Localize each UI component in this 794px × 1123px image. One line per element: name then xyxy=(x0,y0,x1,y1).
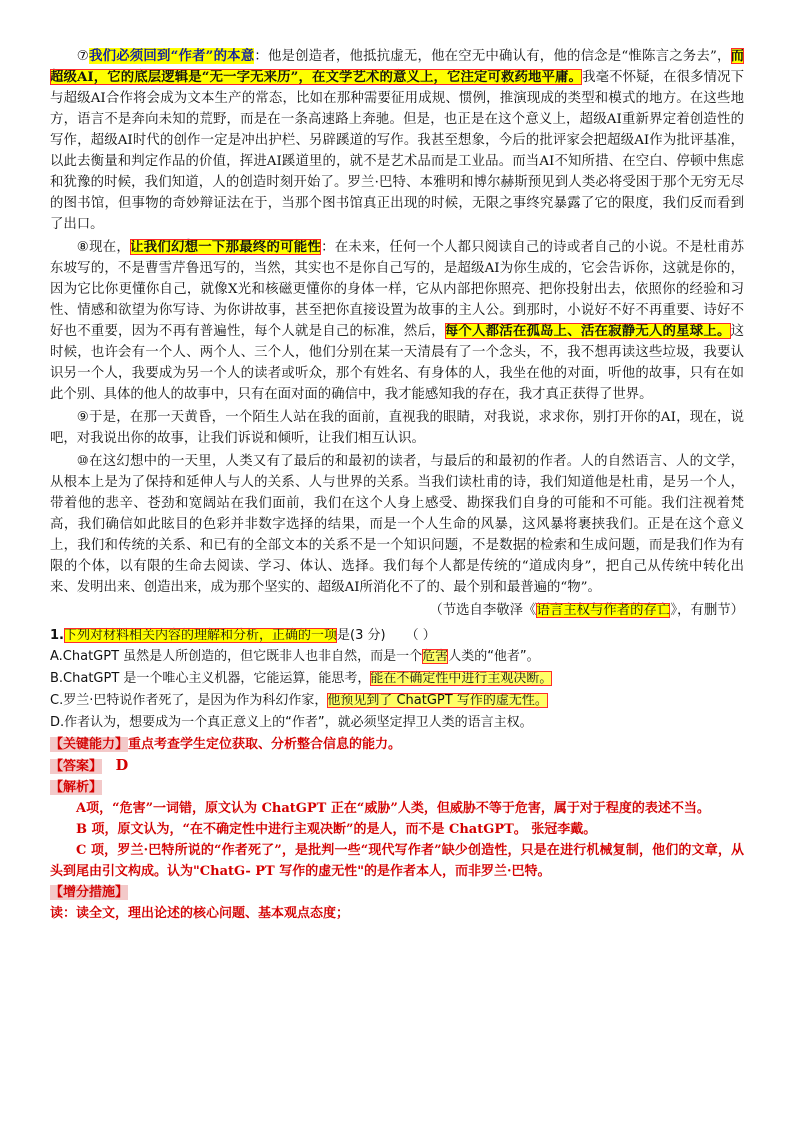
option-c: C.罗兰·巴特说作者死了，是因为作为科幻作家，他预见到了 ChatGPT 写作的虚无性。 xyxy=(50,693,548,708)
question-stem: 1.下列对材料相关内容的理解和分析，正确的一项是(3 分) （ ） xyxy=(50,625,744,646)
explanation-tag: 【解析】 xyxy=(50,780,103,795)
paragraph-9 xyxy=(50,407,744,449)
question-stem-highlight: 下列对材料相关内容的理解和分析，正确的一项 xyxy=(63,628,337,643)
paragraph-marker: ⑨ xyxy=(76,410,90,425)
explanation-c: C 项，罗兰·巴特所说的“作者死了”，是批判一些“现代写作者”缺少创造性，只是在进行机械复制，他们的文章，从头到尾由引文构成。认为"ChatG- PT 写作的虚无性"的是作者本人，而非罗兰·巴特。 xyxy=(50,843,744,879)
paragraph-8 xyxy=(50,237,744,405)
option-d: D.作者认为，想要成为一个真正意义上的“作者”，就必须坚定捍卫人类的语言主权。 xyxy=(50,715,533,730)
key-ability: 【关键能力】重点考查学生定位获取、分析整合信息的能力。 xyxy=(50,737,402,752)
tips-tag: 【增分措施】 xyxy=(50,885,129,900)
document-page xyxy=(50,46,744,924)
answer xyxy=(50,755,744,777)
explanation-b: B 项，原文认为，“在不确定性中进行主观决断”的是人，而不是 ChatGPT。 张冠李戴。 xyxy=(76,822,597,837)
highlight-phrase: 我们必须回到“作者”的本意 xyxy=(89,48,255,64)
paragraph-7 xyxy=(50,46,744,235)
paragraph-text: 我毫不怀疑，在很多情况下与超级AI合作将会成为文本生产的常态，比如在那种需要征用成规、惯例，推演现成的类型和模式的地方。在这些地方，语言不是奔向未知的荒野，而是在一条高速路上奔驰。但是，也正是在这个意义上，超级AI重新界定着创造性的写作，超级AI时代的创作一定是冲出护栏、另辟蹊道的写作。我甚至想象，今后的批评家会把超级AI作为批评基准，以此去衡量和判定作品的价值，挥进AI蹊道里的，就不是艺术品而是工业品。而当AI不知所措、在空白、停顿中焦虑和犹豫的时候，我们知道，人的创造时刻开始了。罗兰·巴特、本雅明和博尔赫斯预见到人类必将受困于那个无穷无尽的图书馆，但事物的奇妙辩证法在于，当那个图书馆真正出现的时候，无限之事终究暴露了它的限度，我们反而看到了出口。 xyxy=(50,70,744,232)
option-c-highlight: 他预见到了 ChatGPT 写作的虚无性。 xyxy=(327,693,548,708)
tips-text: 读：读全文，理出论述的核心问题、基本观点态度； xyxy=(50,906,350,921)
answer-value: D xyxy=(115,757,129,774)
paragraph-marker: ⑧ xyxy=(76,240,90,255)
paragraph-text: 现在， xyxy=(89,240,131,255)
paragraph-10 xyxy=(50,451,744,598)
tips-heading xyxy=(50,882,744,903)
answer-tag: 【答案】 xyxy=(50,759,103,774)
highlight-sentence: 每个人都活在孤岛上、活在寂静无人的星球上。 xyxy=(444,323,731,339)
paragraph-text: 这时候，也许会有一个人、两个人、三个人，他们分别在某一天清晨有了一个念头，不，我不想再读这些垃圾，我要认识另一个人，我要成为另一个人的读者或听众，那个有姓名、有身体的人，我坐在他的对面，听他的故事，只有在如此个别、具体的他人的故事中，只有在面对面的确信中，我才能感知我的存在，我才真正获得了世界。 xyxy=(50,324,745,402)
highlight-sentence: 而超级AI，它的底层逻辑是“无一字无来历”，在文学艺术的意义上，它注定可救药地平庸。 xyxy=(50,48,744,85)
paragraph-text: ：在未来，任何一个人都只阅读自己的诗或者自己的小说。不是杜甫苏东坡写的，不是曹雪芹鲁迅写的，当然，其实也不是你自己写的，是超级AI为你生成的，它会告诉你，这就是你的，因为它比你更懂你自己，就像X光和核磁更懂你的身体一样，它从内部把你照亮、把你投射出去，依照你的经验和习性、情感和欲望为你写诗、为你讲故事，甚至把你直接设置为故事的主人公。到那时，小说好不好不再重要、诗好不好也不重要，因为不再有普遍性，每个人就是自己的标准，然后， xyxy=(50,240,745,339)
highlight-phrase: 让我们幻想一下那最终的可能性 xyxy=(130,239,322,255)
explanation-a: A项，“危害”一词错，原文认为 ChatGPT 正在“威胁”人类，但威胁不等于危害，属于对于程度的表述不当。 xyxy=(76,801,710,816)
source-citation: （节选自李敬泽《语言主权与作者的存亡》，有删节） xyxy=(429,603,744,618)
paragraph-marker: ⑩ xyxy=(76,454,90,469)
paragraph-text: 在这幻想中的一天里，人类又有了最后的和最初的读者，与最后的和最初的作者。人的自然语言、人的文学，从根本上是为了保持和延伸人与人的关系、人与世界的关系。当我们读杜甫的诗，我们知道他是杜甫，是另一个人，带着他的悲辛、苍劲和宽阔站在我们面前，我们在这个人身上感受、勘探我们自身的可能和不可能。我们注视着梵高，我们确信如此眩目的色彩并非数字选择的结果，而是一个人生命的风暴，这风暴将裹挟我们。正是在这个意义上，我们和传统的关系、和已有的全部文本的关系不是一个知识问题，不是数据的检索和生成问题，而是我们作为有限的个体，以有限的生命去阅读、学习、体认、选择。我们每个人都是传统的“道成肉身”，把自己从传统中转化出来、发明出来、创造出来，成为那个坚实的、超级AI所消化不了的、最个别和最普遍的“物”。 xyxy=(50,454,744,595)
option-b-highlight: 能在不确定性中进行主观决断。 xyxy=(370,671,553,686)
paragraph-text: 于是，在那一天黄昏，一个陌生人站在我的面前，直视我的眼睛，对我说，求求你，别打开你的AI，现在，说吧，对我说出你的故事，让我们诉说和倾听，让我们相互认识。 xyxy=(50,410,744,446)
option-a-highlight: 危害 xyxy=(422,649,449,664)
answer-blank: （ ） xyxy=(405,628,436,643)
paragraph-marker: ⑦ xyxy=(76,49,90,64)
key-ability-tag: 【关键能力】 xyxy=(50,737,129,752)
source-title: 语言主权与作者的存亡 xyxy=(536,603,671,618)
option-b: B.ChatGPT 是一个唯心主义机器，它能运算，能思考，能在不确定性中进行主观决断。 xyxy=(50,671,553,686)
question-number: 1. xyxy=(50,628,64,643)
option-a: A.ChatGPT 虽然是人所创造的，但它既非人也非自然，而是一个危害人类的“他者”。 xyxy=(50,649,540,664)
explanation-heading xyxy=(50,777,744,798)
paragraph-text: ：他是创造者，他抵抗虚无，他在空无中确认有，他的信念是“惟陈言之务去”， xyxy=(254,49,731,64)
